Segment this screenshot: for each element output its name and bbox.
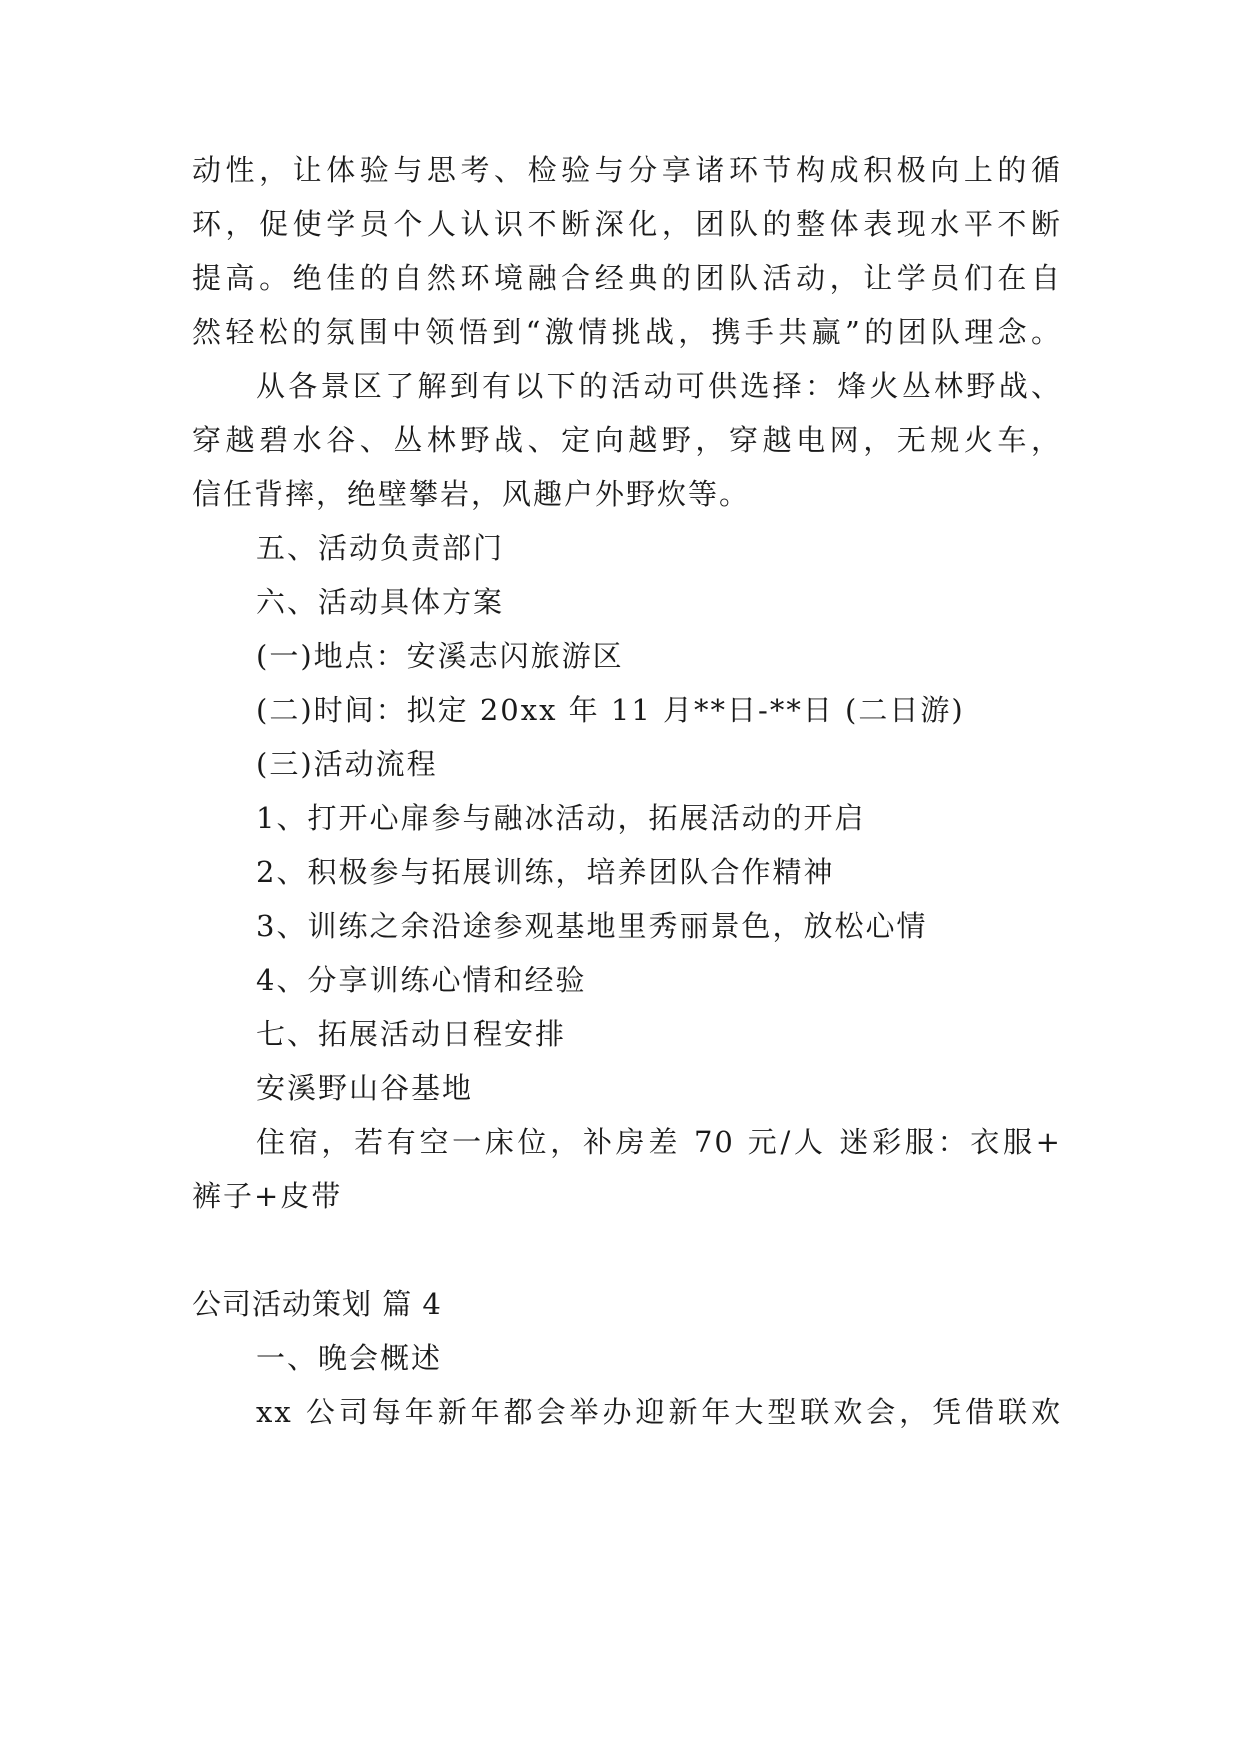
paragraph-line: 住宿，若有空一床位，补房差 70 元/人 迷彩服：衣服+ <box>256 1125 1062 1159</box>
section-heading: 五、活动负责部门 <box>256 531 505 565</box>
paragraph-line: 动性，让体验与思考、检验与分享诸环节构成积极向上的循 <box>192 153 1062 187</box>
list-item: 2、积极参与拓展训练，培养团队合作精神 <box>256 855 835 889</box>
list-item: 安溪野山谷基地 <box>256 1071 474 1105</box>
section-heading: 一、晚会概述 <box>256 1341 443 1375</box>
list-item: (三)活动流程 <box>256 747 438 781</box>
paragraph-line: 然轻松的氛围中领悟到“激情挑战，携手共赢”的团队理念。 <box>192 315 1062 349</box>
section-heading: 六、活动具体方案 <box>256 585 505 619</box>
paragraph-line: 提高。绝佳的自然环境融合经典的团队活动，让学员们在自 <box>192 261 1062 295</box>
list-item: 4、分享训练心情和经验 <box>256 963 587 997</box>
paragraph-line: 从各景区了解到有以下的活动可供选择：烽火丛林野战、 <box>256 369 1062 403</box>
paragraph-line: 穿越碧水谷、丛林野战、定向越野，穿越电网，无规火车， <box>192 423 1062 457</box>
section-heading: 七、拓展活动日程安排 <box>256 1017 567 1051</box>
paragraph-line: 裤子+皮带 <box>192 1179 343 1213</box>
list-item: 1、打开心扉参与融冰活动，拓展活动的开启 <box>256 801 866 835</box>
paragraph-line: xx 公司每年新年都会举办迎新年大型联欢会，凭借联欢 <box>256 1395 1062 1429</box>
section-title: 公司活动策划 篇 4 <box>192 1287 442 1321</box>
paragraph-line: 信任背摔，绝壁攀岩，风趣户外野炊等。 <box>192 477 751 511</box>
list-item: 3、训练之余沿途参观基地里秀丽景色，放松心情 <box>256 909 928 943</box>
paragraph-line: 环，促使学员个人认识不断深化，团队的整体表现水平不断 <box>192 207 1062 241</box>
list-item: (二)时间：拟定 20xx 年 11 月**日-**日 (二日游) <box>256 693 965 727</box>
list-item: (一)地点：安溪志闪旅游区 <box>256 639 624 673</box>
